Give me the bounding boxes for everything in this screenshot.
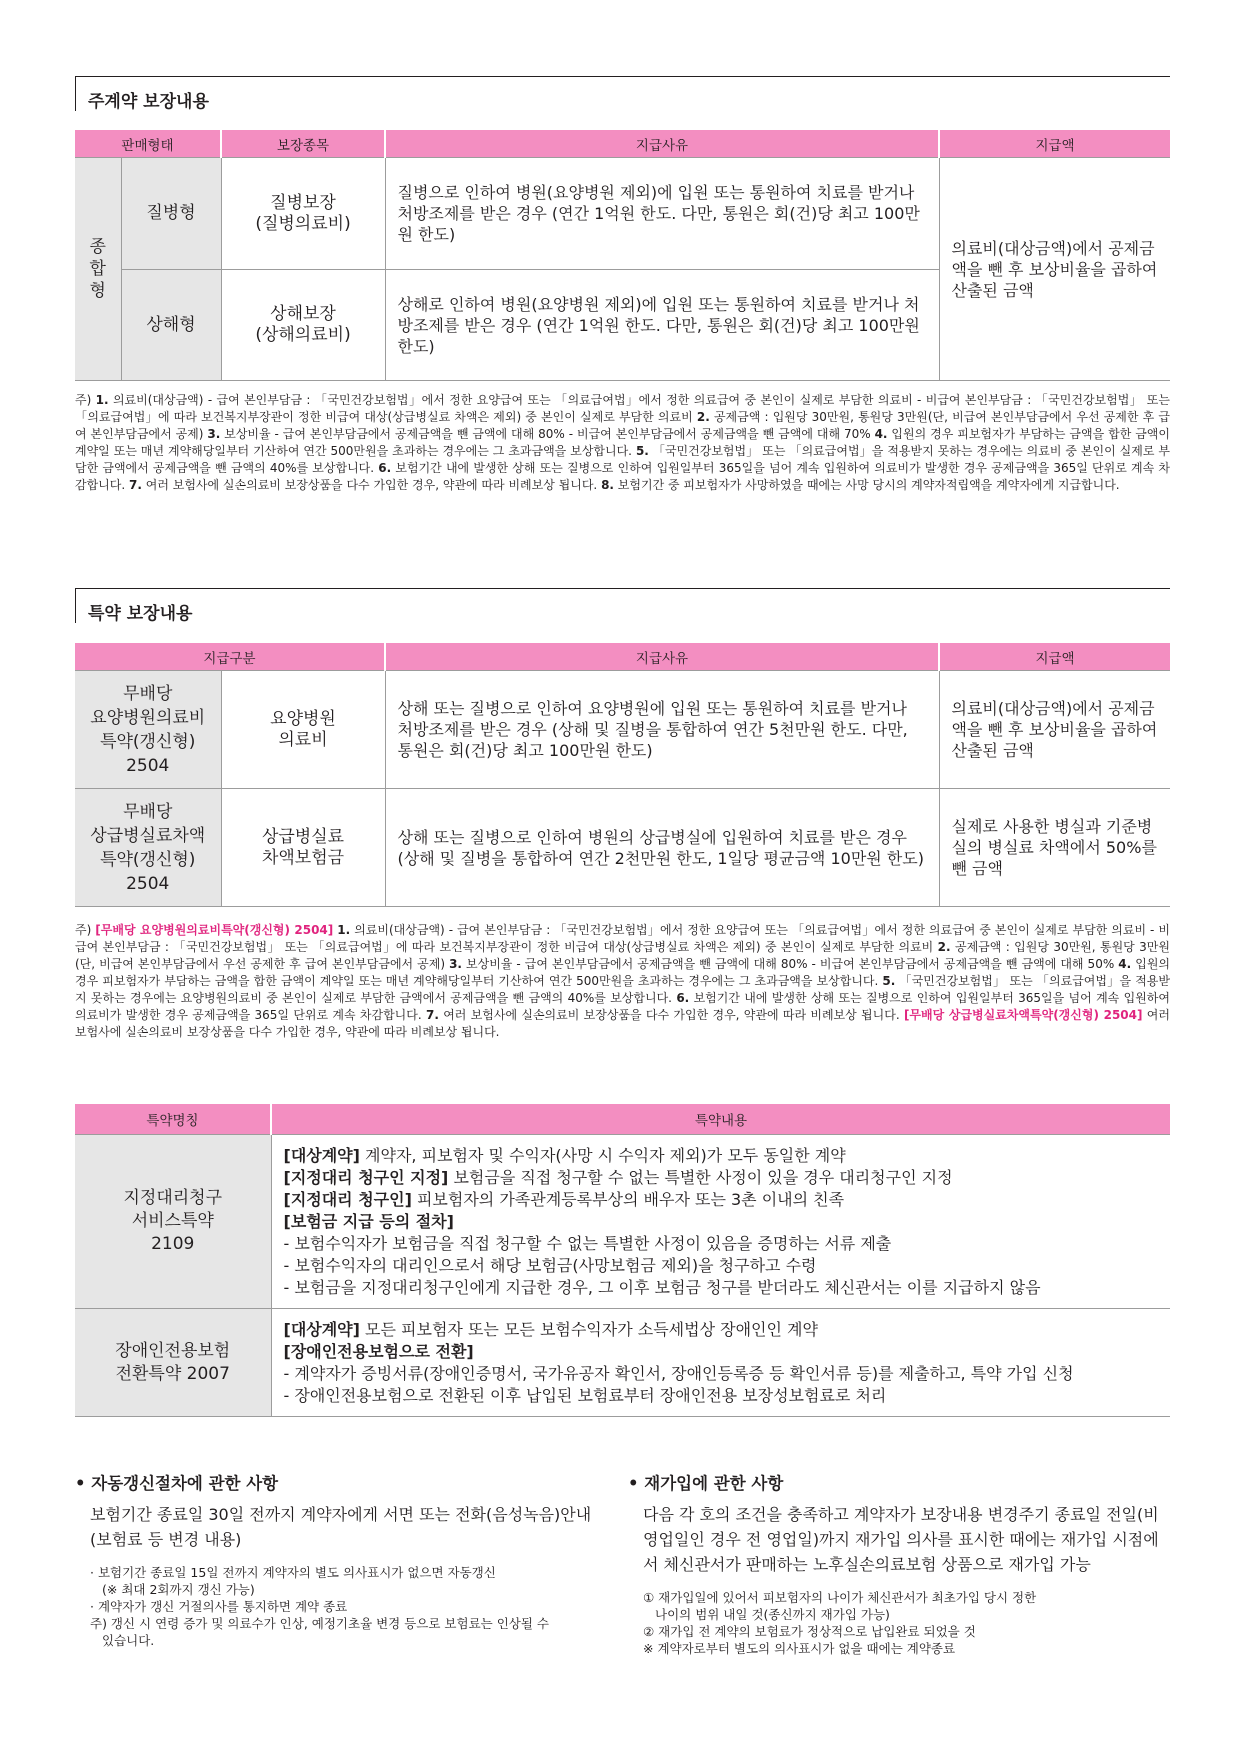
column-header: 보장종목: [221, 130, 385, 158]
footnote-number: 1.: [337, 923, 351, 937]
auto-renewal-notes: [75, 1564, 605, 1649]
column-header: 특약명칭: [75, 1104, 271, 1135]
footnote-rider-label: [무배당 상급병실료차액특약(갱신형) 2504]: [903, 1008, 1143, 1022]
rider-content: [271, 1135, 1170, 1309]
rider-content-line: [284, 1145, 1159, 1167]
rejoin-heading: • 재가입에 관한 사항: [628, 1474, 784, 1493]
table-row: [75, 1135, 1170, 1309]
rider-content-text: - 보험수익자의 대리인으로서 해당 보험금(사망보험금 제외)을 청구하고 수령: [283, 1255, 817, 1275]
rejoin-body: 다음 각 호의 조건을 충족하고 계약자가 보장내용 변경주기 종료일 전일(비영업일인 경우 전 영업일)까지 재가입 의사를 표시한 때에는 재가입 시점에서 체신관서가 판매하는 노후실손의료보험 상품으로 재가입 가능: [643, 1505, 1159, 1574]
footnote-text: 주): [75, 393, 96, 407]
rider-name: 지정대리청구 서비스특약 2109: [75, 1135, 271, 1309]
auto-renewal-heading: • 자동갱신절차에 관한 사항: [75, 1474, 279, 1493]
rider-content-text: - 계약자가 증빙서류(장애인증명서, 국가유공자 확인서, 장애인등록증 등 확인서류 등)를 제출하고, 특약 가입 신청: [283, 1363, 1074, 1383]
note-line: · 보험기간 종료일 15일 전까지 계약자의 별도 의사표시가 없으면 자동갱신: [90, 1565, 496, 1580]
rider-content-label: [대상계약]: [283, 1319, 360, 1339]
footnote-number: 4.: [874, 427, 888, 441]
auto-renewal-section: [75, 1470, 605, 1649]
rider-content-line: [284, 1363, 1159, 1385]
footnote-number: 6.: [676, 991, 690, 1005]
rejoin-section: [628, 1470, 1173, 1657]
table-row: [75, 789, 1170, 907]
rider-content-label: [대상계약]: [283, 1145, 360, 1165]
rider-content-label: [보험금 지급 등의 절차]: [283, 1211, 454, 1231]
footnote-text: 입원의 경우 피보험자가 부담하는 금액을 합한 금액이 계약일 또는 매년 계약해당일부터 기산하여 연간 500만원을 초과하는 경우에는 그 초과금액을 보상합니다.: [75, 427, 1170, 458]
footnote-text: 「국민건강보험법」 또는 「의료급여법」을 적용받지 못하는 경우에는 의료비 중 본인이 실제로 부담한 금액에서 공제금액을 뺀 금액의 40%를 보상합니다.: [75, 444, 1170, 475]
footnote-text: 보험기간 중 피보험자가 사망하였을 때에는 사망 당시의 계약자적립액을 계약자에게 지급합니다.: [613, 478, 1120, 492]
rider-content-label: [지정대리 청구인 지정]: [283, 1167, 449, 1187]
rider-content-line: [284, 1319, 1159, 1341]
footnote-text: 의료비(대상금액) - 급여 본인부담금 : 「국민건강보험법」에서 정한 요양급여 또는 「의료급여법」에서 정한 의료급여 중 본인이 실제로 부담한 의료비 - 비급여 본인부담금 : 「국민건강보험법」 또는 「의료급여법」에 따라 보건복지부장관이 정한 비급여 대상(상급병실료 차액은 제외) 중 본인이 실제로 부담한 의료비: [75, 393, 1170, 424]
rider-name: 장애인전용보험 전환특약 2007: [75, 1309, 271, 1417]
footnote-number: 8.: [601, 478, 614, 492]
note-line: ① 재가입일에 있어서 피보험자의 나이가 체신관서가 최초가입 당시 정한: [643, 1590, 1037, 1605]
footnote-text: 「국민건강보험법」 또는 「의료급여법」을 적용받지 못하는 경우에는 요양병원의료비 중 본인이 실제로 부담한 금액에서 공제금액을 뺀 금액의 40%를 보상합니다.: [75, 974, 1170, 1005]
footnote-text: 공제금액 : 입원당 30만원, 통원당 3만원(단, 비급여 본인부담금에서 우선 공제한 후 급여 본인부담금에서 공제): [75, 940, 1170, 971]
group-label: 종 합 형: [75, 158, 121, 381]
footnote-rider-label: [무배당 요양병원의료비특약(갱신형) 2504]: [95, 923, 334, 937]
payment-reason: 상해 또는 질병으로 인하여 요양병원에 입원 또는 통원하여 치료를 받거나 처방조제를 받은 경우 (상해 및 질병을 통합하여 연간 5천만원 한도. 다만, 통원은 회(건)당 최고 100만원 한도): [385, 671, 939, 789]
payment-amount: 의료비(대상금액)에서 공제금액을 뺀 후 보상비율을 곱하여 산출된 금액: [939, 671, 1170, 789]
note-line: 나이의 범위 내일 것(종신까지 재가입 가능): [655, 1607, 890, 1622]
note-line: ② 재가입 전 계약의 보험료가 정상적으로 납입완료 되었을 것: [643, 1624, 976, 1639]
footnote-number: 3.: [449, 957, 462, 971]
section-header-rider: [75, 588, 1170, 623]
note-line: 있습니다.: [102, 1633, 155, 1648]
rider-detail-table: [75, 1104, 1170, 1417]
footnote-number: 2.: [937, 940, 951, 954]
rider-content-line: [284, 1189, 1159, 1211]
auto-renewal-body: 보험기간 종료일 30일 전까지 계약자에게 서면 또는 전화(음성녹음)안내(보험료 등 변경 내용): [90, 1505, 592, 1549]
footnote-text: 보험기간 내에 발생한 상해 또는 질병으로 인하여 입원일부터 365일을 넘어 계속 입원하여 의료비가 발생한 경우 공제금액을 365일 단위로 계속 차감합니다.: [75, 461, 1170, 492]
footnote-text: 의료비(대상금액) - 급여 본인부담금 : 「국민건강보험법」에서 정한 요양급여 또는 「의료급여법」에서 정한 의료급여 중 본인이 실제로 부담한 의료비 - 비급여 본인부담금 : 「국민건강보험법」 또는 「의료급여법」에 따라 보건복지부장관이 정한 비급여 대상(상급병실료 차액은 제외) 중 본인이 실제로 부담한 의료비: [75, 923, 1170, 954]
rider-content-line: [284, 1277, 1159, 1299]
rider-content-text: 계약자, 피보험자 및 수익자(사망 시 수익자 제외)가 모두 동일한 계약: [359, 1145, 846, 1165]
rider-content-text: - 보험금을 지정대리청구인에게 지급한 경우, 그 이후 보험금 청구를 받더라도 체신관서는 이를 지급하지 않음: [283, 1277, 1041, 1297]
sales-type: 질병형: [121, 158, 221, 270]
rider-content-line: [284, 1233, 1159, 1255]
footnote-text: 입원의 경우 피보험자가 부담하는 금액을 합한 금액이 계약일 또는 매년 계약해당일부터 기산하여 연간 500만원을 초과하는 경우에는 그 초과금액을 보상합니다.: [75, 957, 1170, 988]
rider-content: [271, 1309, 1170, 1417]
footnote-text: 공제금액 : 입원당 30만원, 통원당 3만원(단, 비급여 본인부담금에서 우선 공제한 후 급여 본인부담금에서 공제): [75, 410, 1171, 441]
footnote-text: 보험기간 내에 발생한 상해 또는 질병으로 인하여 입원일부터 365일을 넘어 계속 입원하여 의료비가 발생한 경우 공제금액을 365일 단위로 계속 차감합니다.: [75, 991, 1170, 1022]
table-header-row: [75, 643, 1170, 671]
rider-content-line: [284, 1211, 1159, 1233]
rider-content-text: 피보험자의 가족관계등록부상의 배우자 또는 3촌 이내의 친족: [411, 1189, 845, 1209]
rider-footnote: [75, 922, 1170, 1041]
column-header: 지급사유: [385, 643, 939, 671]
footnote-number: 5.: [882, 974, 896, 988]
rider-content-label: [장애인전용보험으로 전환]: [283, 1341, 474, 1361]
footnote-text: 여러 보험사에 실손의료비 보장상품을 다수 가입한 경우, 약관에 따라 비례보상 됩니다.: [438, 1008, 904, 1022]
rider-content-text: - 보험수익자가 보험금을 직접 청구할 수 없는 특별한 사정이 있음을 증명하는 서류 제출: [283, 1233, 892, 1253]
column-header: 판매형태: [75, 130, 221, 158]
rider-content-label: [지정대리 청구인]: [283, 1189, 412, 1209]
footnote-text: 여러 보험사에 실손의료비 보장상품을 다수 가입한 경우, 약관에 따라 비례보상 됩니다.: [141, 478, 602, 492]
rider-name: 무배당 요양병원의료비 특약(갱신형) 2504: [75, 671, 221, 789]
rider-content-line: [284, 1385, 1159, 1407]
coverage-item: 질병보장 (질병의료비): [221, 158, 385, 270]
rider-content-line: [284, 1255, 1159, 1277]
rider-content-text: - 장애인전용보험으로 전환된 이후 납입된 보험료부터 장애인전용 보장성보험료로 처리: [283, 1385, 887, 1405]
footnote-number: 7.: [425, 1008, 439, 1022]
rejoin-notes: [628, 1589, 1173, 1657]
column-header: 지급액: [939, 643, 1170, 671]
rider-table: [75, 643, 1170, 907]
section-title: 주계약 보장내용: [88, 92, 209, 112]
column-header: 특약내용: [271, 1104, 1170, 1135]
coverage-item: 요양병원 의료비: [221, 671, 385, 789]
table-header-row: [75, 1104, 1170, 1135]
footnote-number: 6.: [378, 461, 392, 475]
table-header-row: [75, 130, 1170, 158]
note-line: 주) 갱신 시 연령 증가 및 의료수가 인상, 예정기초율 변경 등으로 보험료는 인상될 수: [90, 1616, 549, 1631]
payment-reason: 상해 또는 질병으로 인하여 병원의 상급병실에 입원하여 치료를 받은 경우 (상해 및 질병을 통합하여 연간 2천만원 한도, 1일당 평균금액 10만원 한도): [385, 789, 939, 907]
footnote-text: 보상비율 - 급여 본인부담금에서 공제금액을 뺀 금액에 대해 80% - 비급여 본인부담금에서 공제금액을 뺀 금액에 대해 50%: [462, 957, 1119, 971]
column-header: 지급사유: [385, 130, 939, 158]
rider-content-line: [284, 1167, 1159, 1189]
footnote-number: 2.: [696, 410, 710, 424]
footnote-number: 5.: [635, 444, 649, 458]
section-title: 특약 보장내용: [88, 604, 193, 624]
rider-content-text: 보험금을 직접 청구할 수 없는 특별한 사정이 있을 경우 대리청구인 지정: [448, 1167, 953, 1187]
rider-content-line: [284, 1341, 1159, 1363]
coverage-item: 상해보장 (상해의료비): [221, 270, 385, 381]
payment-amount: 의료비(대상금액)에서 공제금액을 뺀 후 보상비율을 곱하여 산출된 금액: [939, 158, 1170, 381]
footnote-number: 7.: [129, 478, 142, 492]
footnote-text: 보상비율 - 급여 본인부담금에서 공제금액을 뺀 금액에 대해 80% - 비급여 본인부담금에서 공제금액을 뺀 금액에 대해 70%: [220, 427, 875, 441]
column-header: 지급구분: [75, 643, 385, 671]
table-row: [75, 671, 1170, 789]
footnote-text: 여러 보험사에 실손의료비 보장상품을 다수 가입한 경우, 약관에 따라 비례보상 됩니다.: [75, 1008, 1170, 1039]
footnote-number: 1.: [95, 393, 109, 407]
sales-type: 상해형: [121, 270, 221, 381]
coverage-item: 상급병실료 차액보험금: [221, 789, 385, 907]
payment-reason: 상해로 인하여 병원(요양병원 제외)에 입원 또는 통원하여 치료를 받거나 처방조제를 받은 경우 (연간 1억원 한도. 다만, 통원은 회(건)당 최고 100만원 한도): [385, 270, 939, 381]
rider-content-text: 모든 피보험자 또는 모든 보험수익자가 소득세법상 장애인인 계약: [359, 1319, 818, 1339]
note-line: (※ 최대 2회까지 갱신 가능): [102, 1582, 255, 1597]
rider-name: 무배당 상급병실료차액 특약(갱신형) 2504: [75, 789, 221, 907]
note-line: ※ 계약자로부터 별도의 의사표시가 없을 때에는 계약종료: [643, 1641, 956, 1656]
footnote-text: 주): [75, 923, 96, 937]
footnote-number: 4.: [1118, 957, 1132, 971]
section-header-main-contract: [75, 76, 1170, 111]
main-contract-table: [75, 130, 1170, 381]
table-row: [75, 158, 1170, 270]
note-line: · 계약자가 갱신 거절의사를 통지하면 계약 종료: [90, 1599, 348, 1614]
footnote-number: 3.: [207, 427, 221, 441]
payment-reason: 질병으로 인하여 병원(요양병원 제외)에 입원 또는 통원하여 치료를 받거나 처방조제를 받은 경우 (연간 1억원 한도. 다만, 통원은 회(건)당 최고 100만원 한도): [385, 158, 939, 270]
column-header: 지급액: [939, 130, 1170, 158]
payment-amount: 실제로 사용한 병실과 기준병실의 병실료 차액에서 50%를 뺀 금액: [939, 789, 1170, 907]
main-contract-footnote: [75, 392, 1170, 494]
table-row: [75, 1309, 1170, 1417]
